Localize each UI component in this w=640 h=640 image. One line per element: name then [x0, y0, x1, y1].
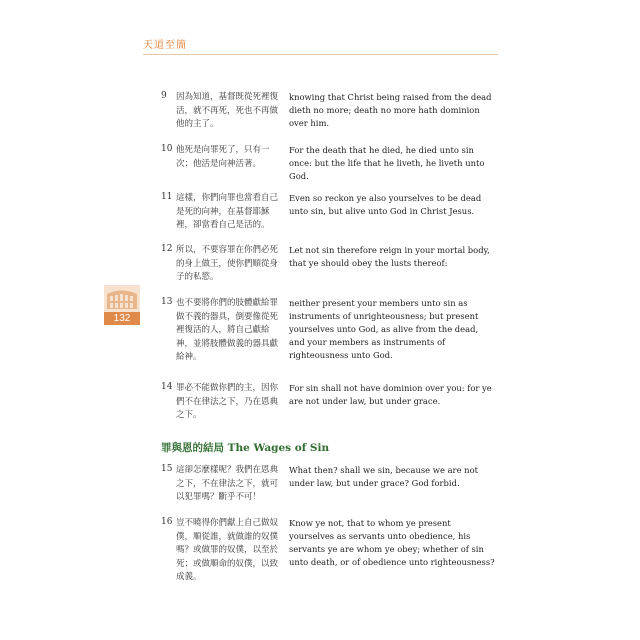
verse-chinese: 這卻怎麼樣呢？我們在恩典之下，不在律法之下，就可以犯罪嗎？斷乎不可！ — [176, 465, 279, 502]
verse-number: 12 — [161, 244, 173, 254]
verse-number: 15 — [161, 464, 173, 474]
header-rule — [143, 54, 498, 55]
verse-english: Know ye not, that to whom ye present yourselves as servants unto obedience, his servants ye are whom ye obey; whether of sin unto death, or of obedience unto righteousness? — [289, 518, 495, 567]
verse-english: knowing that Christ being raised from the dead dieth no more; death no more hath dominion over him. — [289, 92, 492, 128]
running-header: 天道至簡 — [143, 40, 187, 51]
verse-chinese: 豈不曉得你們獻上自己做奴僕，順從誰，就做誰的奴僕嗎？或做罪的奴僕，以至於死；或做順命的奴僕，以致成義。 — [176, 518, 279, 582]
section-title: 罪與恩的結局 The Wages of Sin — [161, 442, 330, 454]
page-badge — [104, 285, 140, 325]
page-number: 132 — [104, 312, 140, 325]
verse-chinese: 他死是向罪死了，只有一次；他活是向神活著。 — [176, 145, 270, 169]
colosseum-icon — [104, 285, 140, 312]
verse-english: For the death that he died, he died unto sin once: but the life that he liveth, he liveth unto God. — [289, 145, 485, 181]
verse-english: Even so reckon ye also yourselves to be dead unto sin, but alive unto God in Christ Jesus. — [289, 193, 482, 216]
verse-english: For sin shall not have dominion over you: for ye are not under law, but under grace. — [289, 383, 492, 406]
verse-chinese: 罪必不能做你們的主，因你們不在律法之下，乃在恩典之下。 — [176, 383, 279, 420]
verse-chinese: 所以，不要容罪在你們必死的身上做王，使你們順從身子的私慾。 — [176, 245, 279, 282]
verse-english: Let not sin therefore reign in your mortal body, that ye should obey the lusts thereof: — [289, 245, 490, 268]
verse-chinese: 也不要將你們的肢體獻給罪做不義的器具，倒要像從死裡復活的人，將自己獻給神，並將肢體做義的器具獻給神。 — [176, 298, 279, 362]
verse-number: 14 — [161, 382, 173, 392]
verse-number: 16 — [161, 517, 173, 527]
verse-number: 13 — [161, 297, 173, 307]
verse-chinese: 這樣，你們向罪也當看自己是死的向神，在基督耶穌裡，卻當看自己是活的。 — [176, 193, 279, 230]
verse-english: What then? shall we sin, because we are not under law, but under grace? God forbid. — [289, 465, 478, 488]
verse-number: 10 — [161, 144, 173, 154]
verse-number: 9 — [161, 91, 167, 101]
verse-chinese: 因為知道，基督既從死裡復活，就不再死，死也不再做他的主了。 — [176, 92, 279, 129]
verse-number: 11 — [161, 192, 173, 202]
verse-english: neither present your members unto sin as instruments of unrighteousness; but present yourselves unto God, as alive from the dead, and your members as instruments of righteousness unto God. — [289, 298, 479, 360]
